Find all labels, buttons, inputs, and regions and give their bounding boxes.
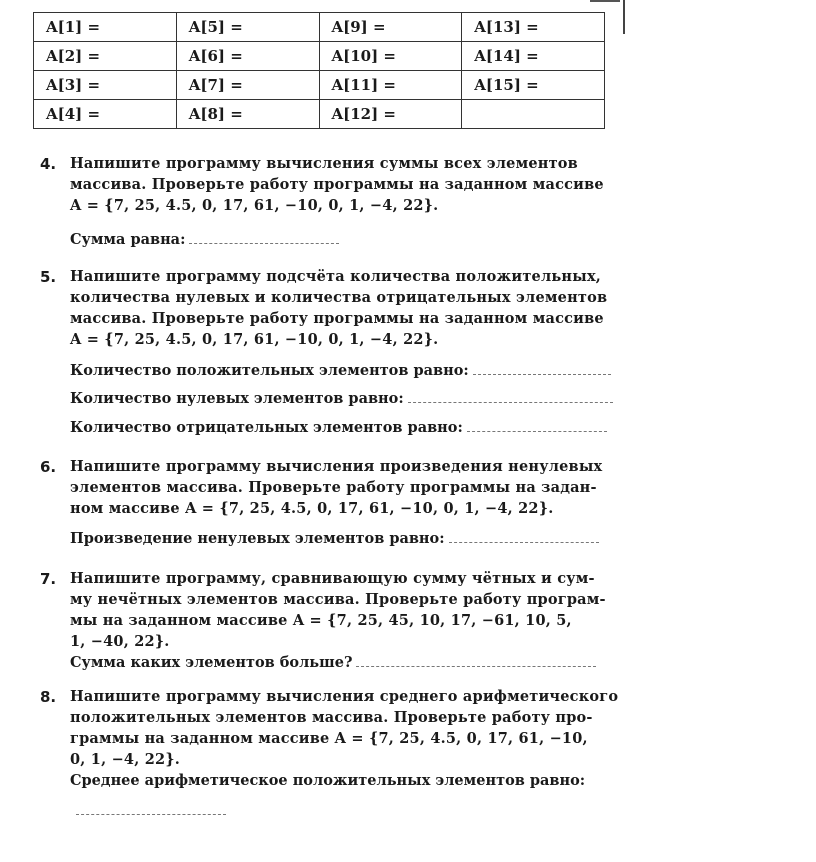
task-text-line: мы на заданном массиве A = {7, 25, 45, 10, 17, −61, 10, 5, bbox=[70, 612, 572, 629]
table-cell[interactable]: A[9] = bbox=[319, 13, 462, 42]
answer-blank[interactable] bbox=[473, 374, 611, 375]
answer-blank[interactable] bbox=[76, 814, 226, 815]
task-4 bbox=[40, 155, 610, 255]
answer-row bbox=[70, 530, 599, 547]
table-row bbox=[34, 100, 605, 129]
answer-row bbox=[70, 654, 596, 671]
answer-label: Среднее арифметическое положительных элементов равно: bbox=[70, 772, 586, 789]
task-number: 6. bbox=[40, 458, 57, 476]
answer-label: Количество нулевых элементов равно: bbox=[70, 390, 404, 407]
task-text-line: количества нулевых и количества отрицательных элементов bbox=[70, 289, 608, 306]
table-cell[interactable]: A[8] = bbox=[176, 100, 319, 129]
task-text-line: Напишите программу вычисления произведения ненулевых bbox=[70, 458, 603, 475]
answer-label: Произведение ненулевых элементов равно: bbox=[70, 530, 445, 547]
array-values-table bbox=[33, 12, 605, 129]
task-number: 8. bbox=[40, 688, 57, 706]
task-text-line: му нечётных элементов массива. Проверьте работу програм- bbox=[70, 591, 606, 608]
answer-blank[interactable] bbox=[449, 542, 599, 543]
answer-row bbox=[70, 419, 607, 436]
task-5 bbox=[40, 268, 610, 438]
task-text-line: A = {7, 25, 4.5, 0, 17, 61, −10, 0, 1, −4, 22}. bbox=[70, 197, 439, 214]
task-text-line: Напишите программу вычисления суммы всех элементов bbox=[70, 155, 578, 172]
task-text-line: Напишите программу, сравнивающую сумму чётных и сум- bbox=[70, 570, 595, 587]
answer-blank[interactable] bbox=[408, 402, 613, 403]
table-row bbox=[34, 42, 605, 71]
answer-row bbox=[70, 390, 613, 407]
task-text-line: положительных элементов массива. Проверьте работу про- bbox=[70, 709, 593, 726]
table-cell[interactable]: A[3] = bbox=[34, 71, 177, 100]
task-6 bbox=[40, 458, 610, 548]
task-text-line: массива. Проверьте работу программы на заданном массиве bbox=[70, 310, 604, 327]
answer-row bbox=[70, 362, 611, 379]
table-cell[interactable]: A[1] = bbox=[34, 13, 177, 42]
task-text-line: A = {7, 25, 4.5, 0, 17, 61, −10, 0, 1, −4, 22}. bbox=[70, 331, 439, 348]
answer-label: Сумма равна: bbox=[70, 231, 186, 248]
task-number: 7. bbox=[40, 570, 57, 588]
table-cell[interactable]: A[10] = bbox=[319, 42, 462, 71]
answer-blank[interactable] bbox=[356, 666, 596, 667]
answer-label: Количество отрицательных элементов равно: bbox=[70, 419, 463, 436]
answer-row bbox=[76, 802, 226, 819]
answer-label: Сумма каких элементов больше? bbox=[70, 654, 353, 671]
task-text-line: Напишите программу подсчёта количества положительных, bbox=[70, 268, 602, 285]
page-edge-rule bbox=[590, 0, 620, 7]
table-cell[interactable]: A[15] = bbox=[462, 71, 605, 100]
task-number: 5. bbox=[40, 268, 57, 286]
answer-row bbox=[70, 772, 585, 789]
table-cell-empty[interactable] bbox=[462, 100, 605, 129]
task-text-line: граммы на заданном массиве A = {7, 25, 4.5, 0, 17, 61, −10, bbox=[70, 730, 588, 747]
answer-blank[interactable] bbox=[467, 431, 607, 432]
task-text-line: элементов массива. Проверьте работу программы на задан- bbox=[70, 479, 597, 496]
table-cell[interactable]: A[14] = bbox=[462, 42, 605, 71]
table-cell[interactable]: A[4] = bbox=[34, 100, 177, 129]
table-row bbox=[34, 13, 605, 42]
task-8 bbox=[40, 688, 619, 818]
table-cell[interactable]: A[12] = bbox=[319, 100, 462, 129]
table-row bbox=[34, 71, 605, 100]
task-number: 4. bbox=[40, 155, 57, 173]
task-7 bbox=[40, 570, 610, 670]
page-edge-rule-vertical bbox=[623, 0, 625, 34]
answer-blank[interactable] bbox=[189, 243, 339, 244]
table-cell[interactable]: A[11] = bbox=[319, 71, 462, 100]
table-cell[interactable]: A[7] = bbox=[176, 71, 319, 100]
table-cell[interactable]: A[2] = bbox=[34, 42, 177, 71]
task-text-line: Напишите программу вычисления среднего арифметического bbox=[70, 688, 619, 705]
task-text-line: 0, 1, −4, 22}. bbox=[70, 751, 181, 768]
answer-row bbox=[70, 231, 339, 248]
answer-label: Количество положительных элементов равно: bbox=[70, 362, 469, 379]
table-cell[interactable]: A[13] = bbox=[462, 13, 605, 42]
task-text-line: ном массиве A = {7, 25, 4.5, 0, 17, 61, −10, 0, 1, −4, 22}. bbox=[70, 500, 554, 517]
task-text-line: 1, −40, 22}. bbox=[70, 633, 170, 650]
task-text-line: массива. Проверьте работу программы на заданном массиве bbox=[70, 176, 604, 193]
table-cell[interactable]: A[6] = bbox=[176, 42, 319, 71]
table-cell[interactable]: A[5] = bbox=[176, 13, 319, 42]
